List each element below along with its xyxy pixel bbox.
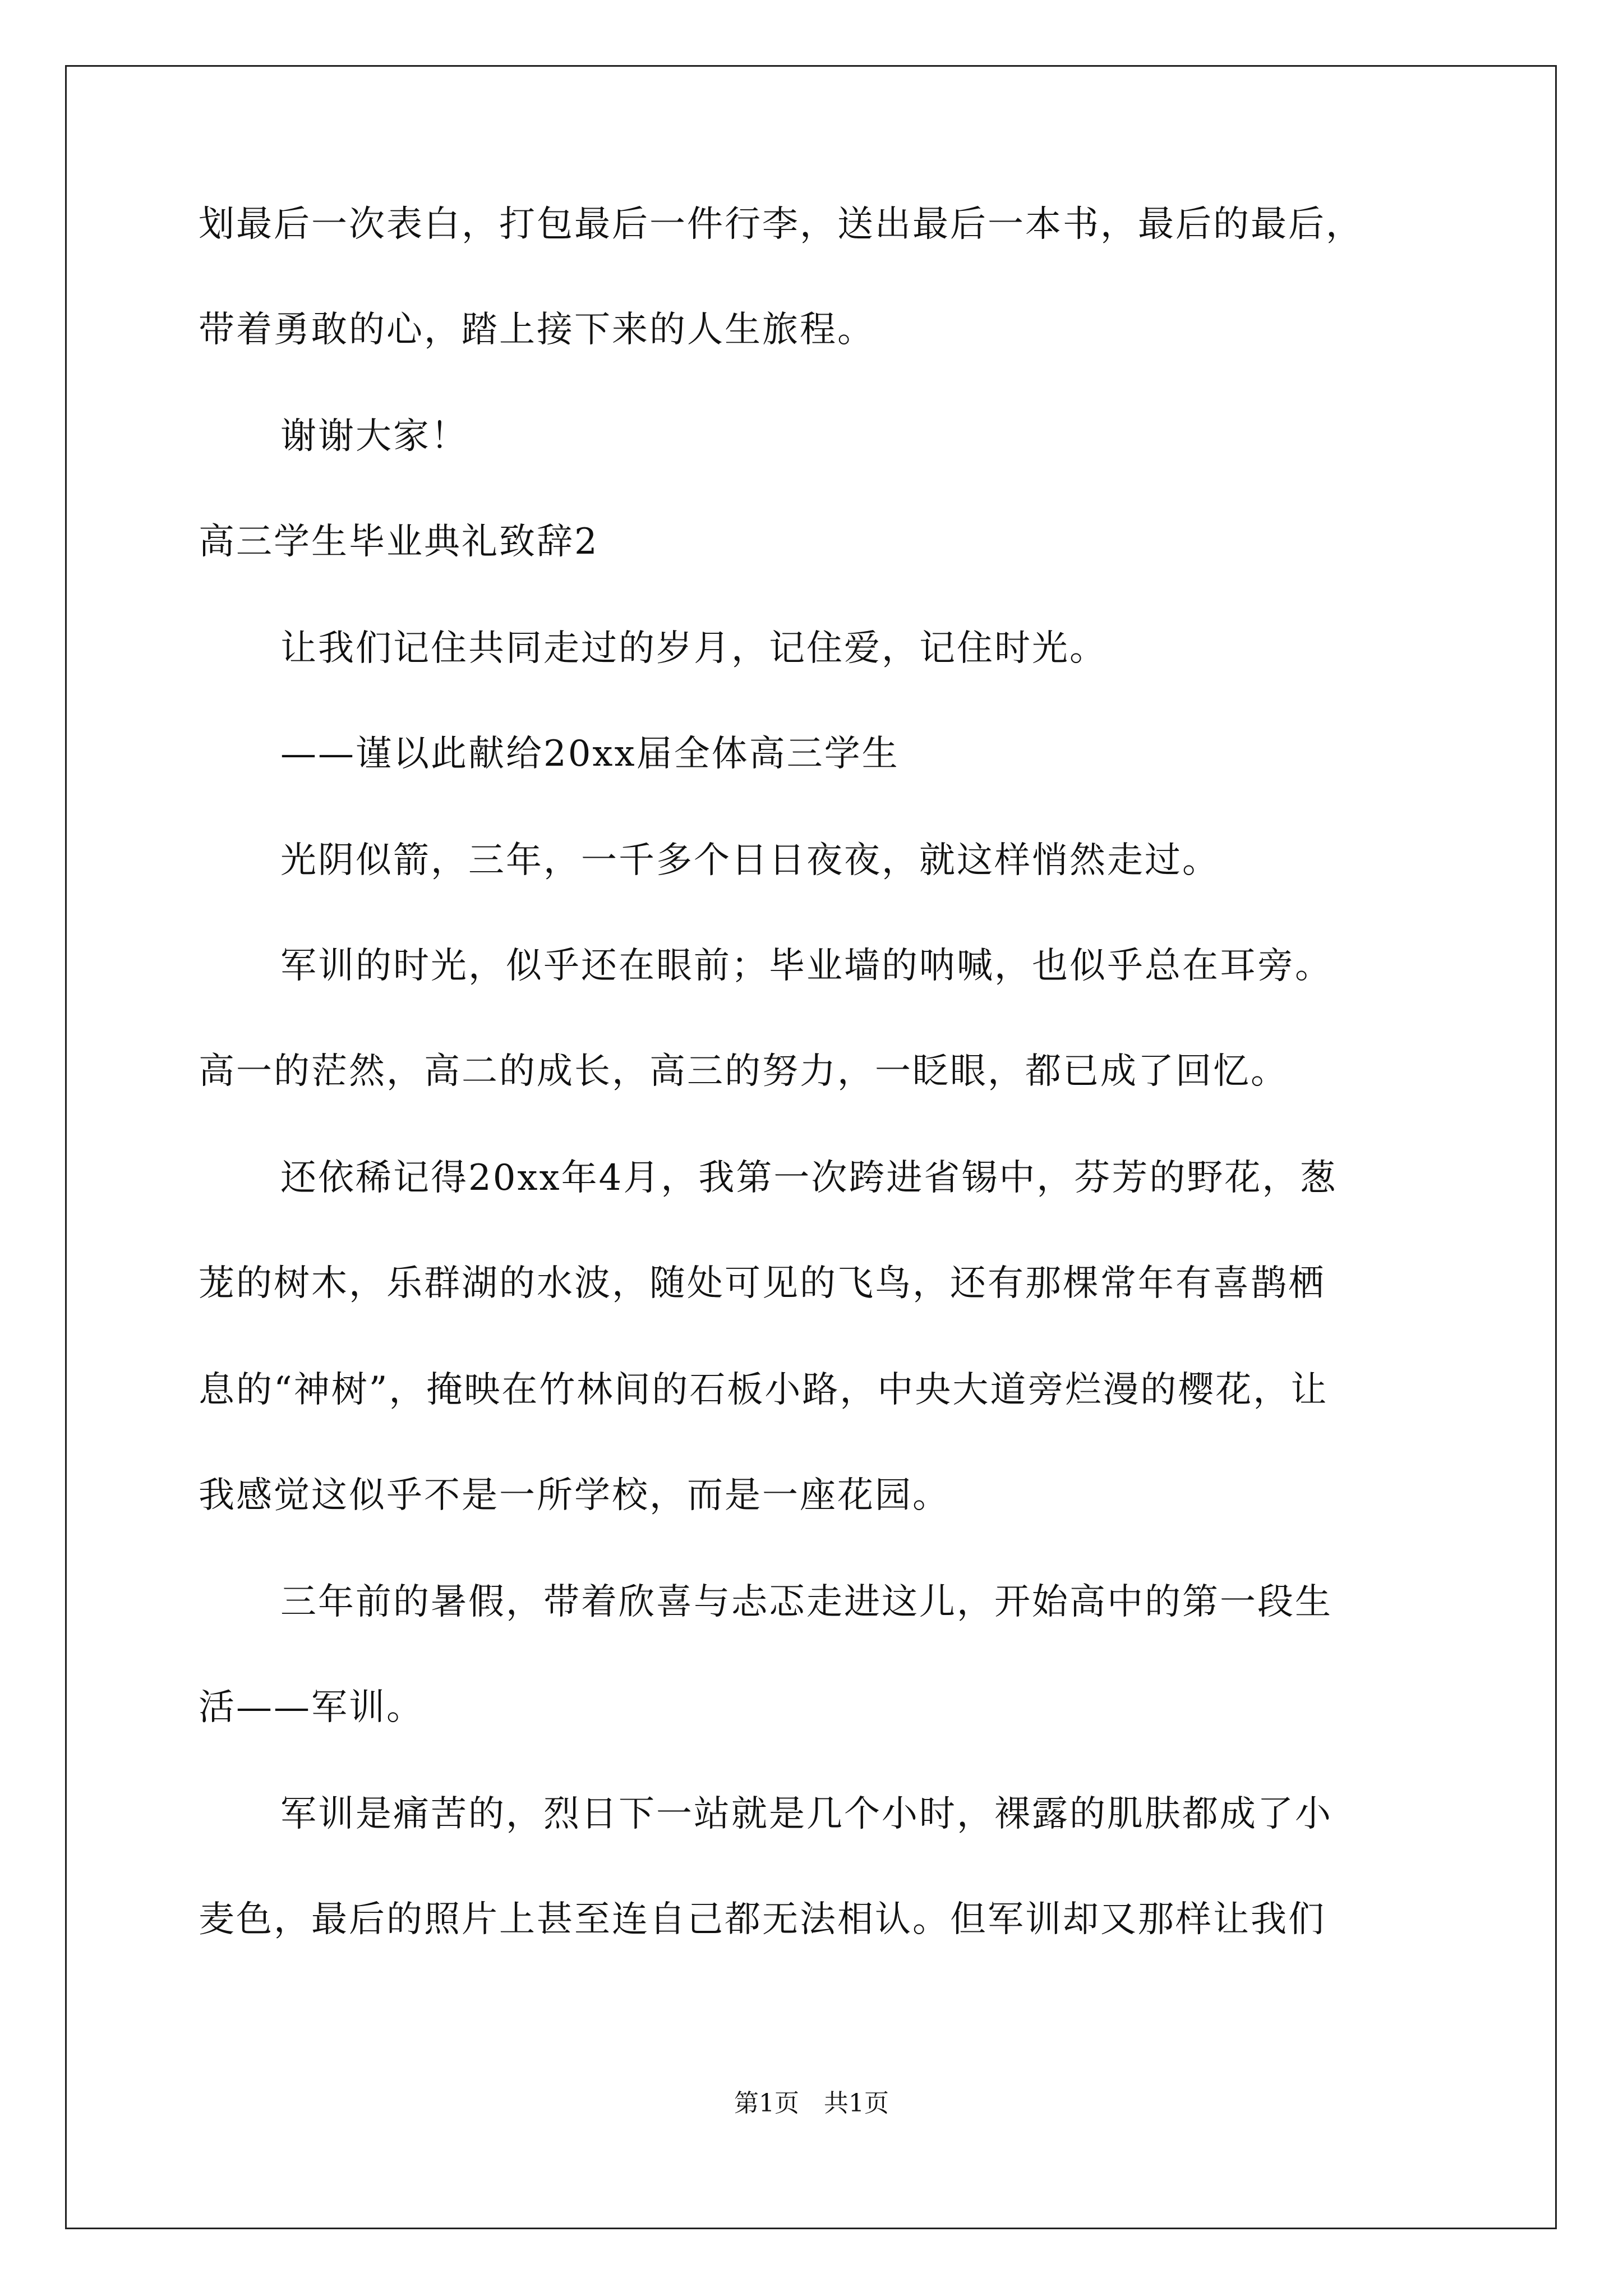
page-footer: 第1页 共1页 [734, 2089, 889, 2118]
body-text-line: 活——军训。 [199, 1687, 424, 1728]
body-text-line: 让我们记住共同走过的岁月，记住爱，记住时光。 [280, 628, 1107, 669]
body-text-line: 军训是痛苦的，烈日下一站就是几个小时，裸露的肌肤都成了小 [280, 1793, 1332, 1835]
section-title: 高三学生毕业典礼致辞2 [199, 521, 599, 563]
body-text-line: 军训的时光，似乎还在眼前；毕业墙的呐喊，也似乎总在耳旁。 [280, 945, 1332, 987]
body-text-line: 带着勇敢的心，踏上接下来的人生旅程。 [199, 309, 875, 351]
body-text-line: 茏的树木，乐群湖的水波，随处可见的飞鸟，还有那棵常年有喜鹊栖 [199, 1263, 1326, 1304]
closing-line: 谢谢大家！ [280, 416, 468, 457]
body-text-line: 光阴似箭，三年，一千多个日日夜夜，就这样悄然走过。 [280, 840, 1220, 881]
body-text-line: 划最后一次表白，打包最后一件行李，送出最后一本书，最后的最后， [199, 204, 1363, 245]
body-text-line: 三年前的暑假，带着欣喜与忐忑走进这儿，开始高中的第一段生 [280, 1581, 1332, 1623]
body-text-line: 麦色，最后的照片上甚至连自己都无法相认。但军训却又那样让我们 [199, 1899, 1326, 1940]
dedication-line: ——谨以此献给20xx届全体高三学生 [280, 733, 900, 775]
body-text-line: 息的“神树”，掩映在竹林间的石板小路，中央大道旁烂漫的樱花，让 [199, 1369, 1329, 1411]
body-text-line: 高一的茫然，高二的成长，高三的努力，一眨眼，都已成了回忆。 [199, 1051, 1288, 1092]
body-text-line: 我感觉这似乎不是一所学校，而是一座花园。 [199, 1475, 950, 1516]
body-text-line: 还依稀记得20xx年4月，我第一次跨进省锡中，芬芳的野花，葱 [280, 1157, 1338, 1199]
